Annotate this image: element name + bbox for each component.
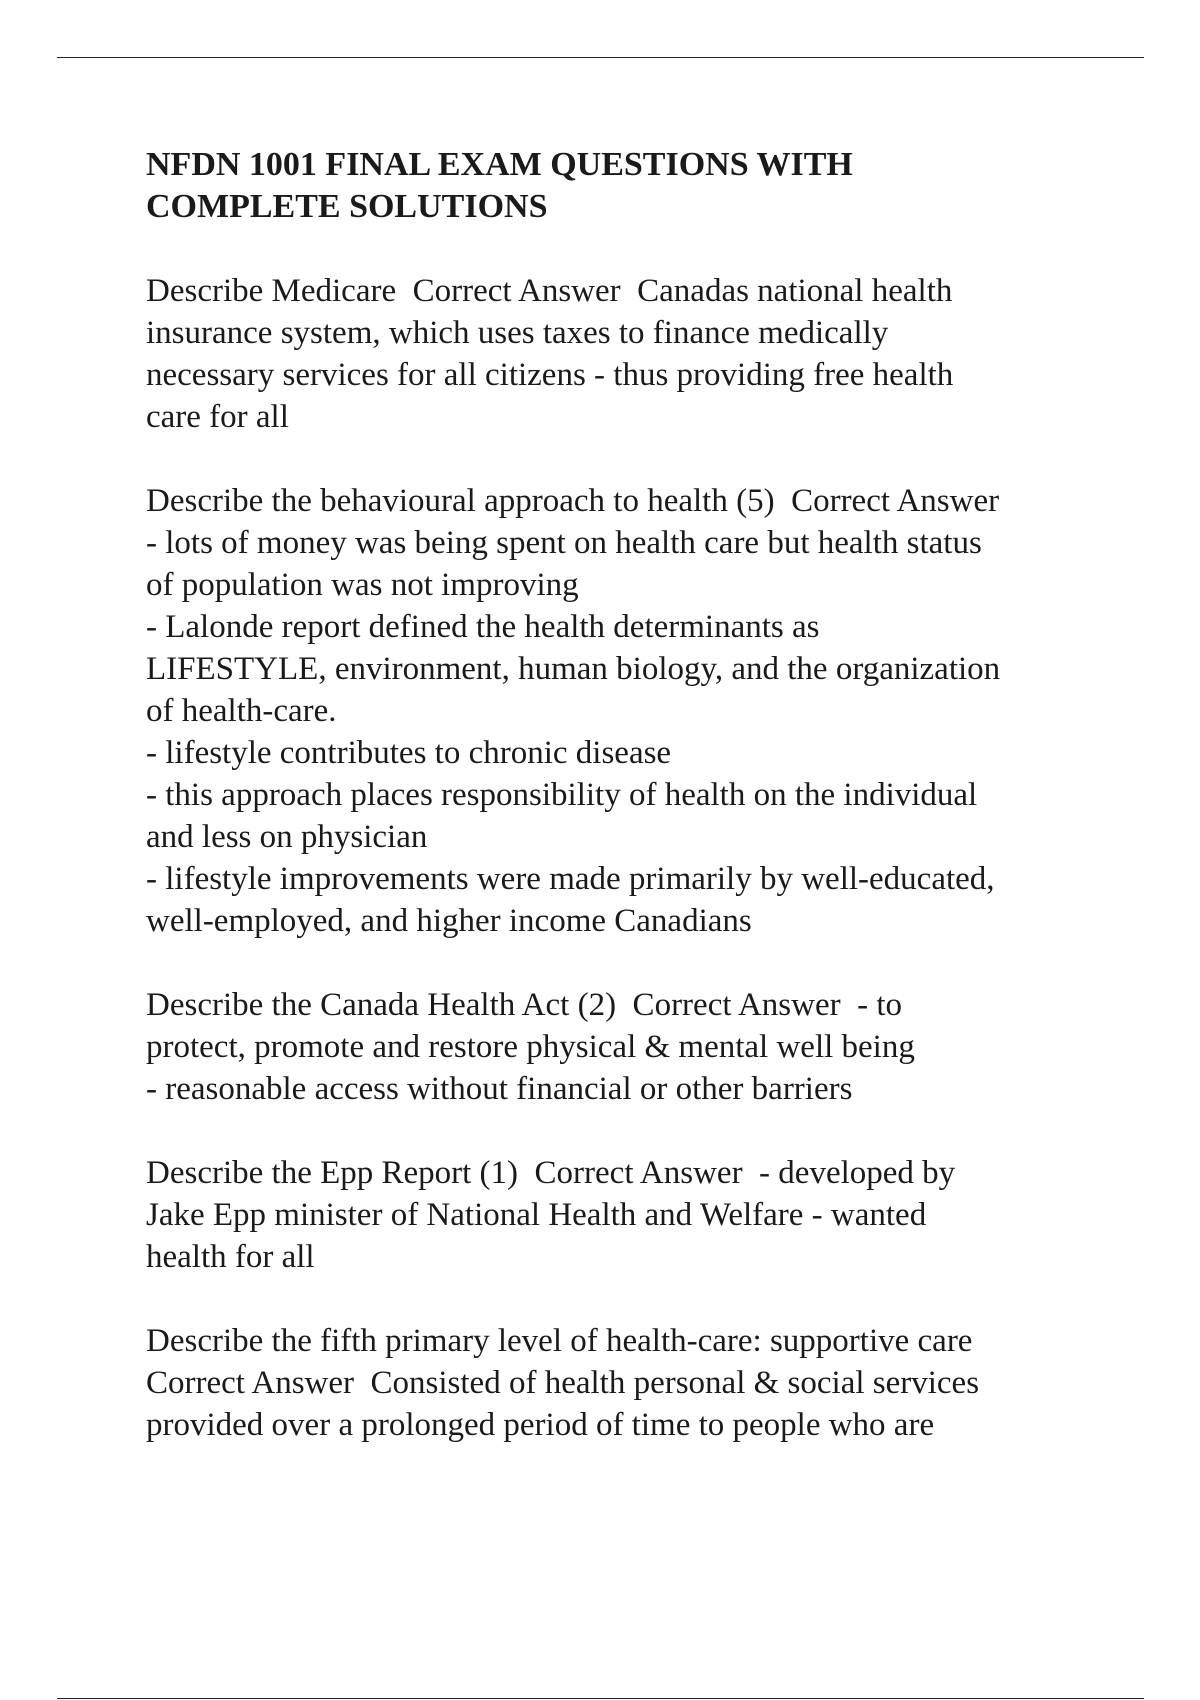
- qa-entry-supportive-care: [146, 1320, 1126, 1446]
- top-rule: [57, 57, 1144, 58]
- qa-entry-medicare: [146, 270, 1126, 438]
- qa-line: health for all: [146, 1239, 315, 1275]
- document-title: [146, 144, 1126, 228]
- qa-line: Describe the Canada Health Act (2) Correct Answer - to: [146, 987, 902, 1023]
- qa-line: Jake Epp minister of National Health and Welfare - wanted: [146, 1197, 927, 1233]
- qa-line: Describe Medicare Correct Answer Canadas national health: [146, 273, 953, 309]
- qa-entry-behavioural-approach: [146, 480, 1126, 942]
- qa-line: care for all: [146, 399, 289, 435]
- qa-line: - this approach places responsibility of health on the individual: [146, 777, 978, 813]
- title-line-1: NFDN 1001 FINAL EXAM QUESTIONS WITH: [146, 146, 853, 183]
- qa-line: LIFESTYLE, environment, human biology, and the organization: [146, 651, 1001, 687]
- qa-line: and less on physician: [146, 819, 428, 855]
- qa-line: - lifestyle contributes to chronic disease: [146, 735, 672, 771]
- qa-line: Correct Answer Consisted of health personal & social services: [146, 1365, 980, 1401]
- qa-line: protect, promote and restore physical & mental well being: [146, 1029, 915, 1065]
- title-line-2: COMPLETE SOLUTIONS: [146, 188, 548, 225]
- qa-line: Describe the Epp Report (1) Correct Answer - developed by: [146, 1155, 956, 1191]
- qa-line: - lots of money was being spent on health care but health status: [146, 525, 982, 561]
- qa-line: insurance system, which uses taxes to finance medically: [146, 315, 889, 351]
- qa-line: Describe the behavioural approach to health (5) Correct Answer: [146, 483, 1000, 519]
- qa-line: of population was not improving: [146, 567, 579, 603]
- qa-entry-epp-report: [146, 1152, 1126, 1278]
- qa-line: well-employed, and higher income Canadians: [146, 903, 752, 939]
- document-body: [146, 144, 1126, 1488]
- qa-line: of health-care.: [146, 693, 337, 729]
- qa-line: necessary services for all citizens - thus providing free health: [146, 357, 954, 393]
- qa-line: provided over a prolonged period of time to people who are: [146, 1407, 935, 1443]
- qa-line: - lifestyle improvements were made primarily by well-educated,: [146, 861, 995, 897]
- qa-line: - reasonable access without financial or other barriers: [146, 1071, 853, 1107]
- qa-line: Describe the fifth primary level of health-care: supportive care: [146, 1323, 973, 1359]
- qa-line: - Lalonde report defined the health determinants as: [146, 609, 820, 645]
- qa-entry-canada-health-act: [146, 984, 1126, 1110]
- bottom-rule: [57, 1698, 1144, 1699]
